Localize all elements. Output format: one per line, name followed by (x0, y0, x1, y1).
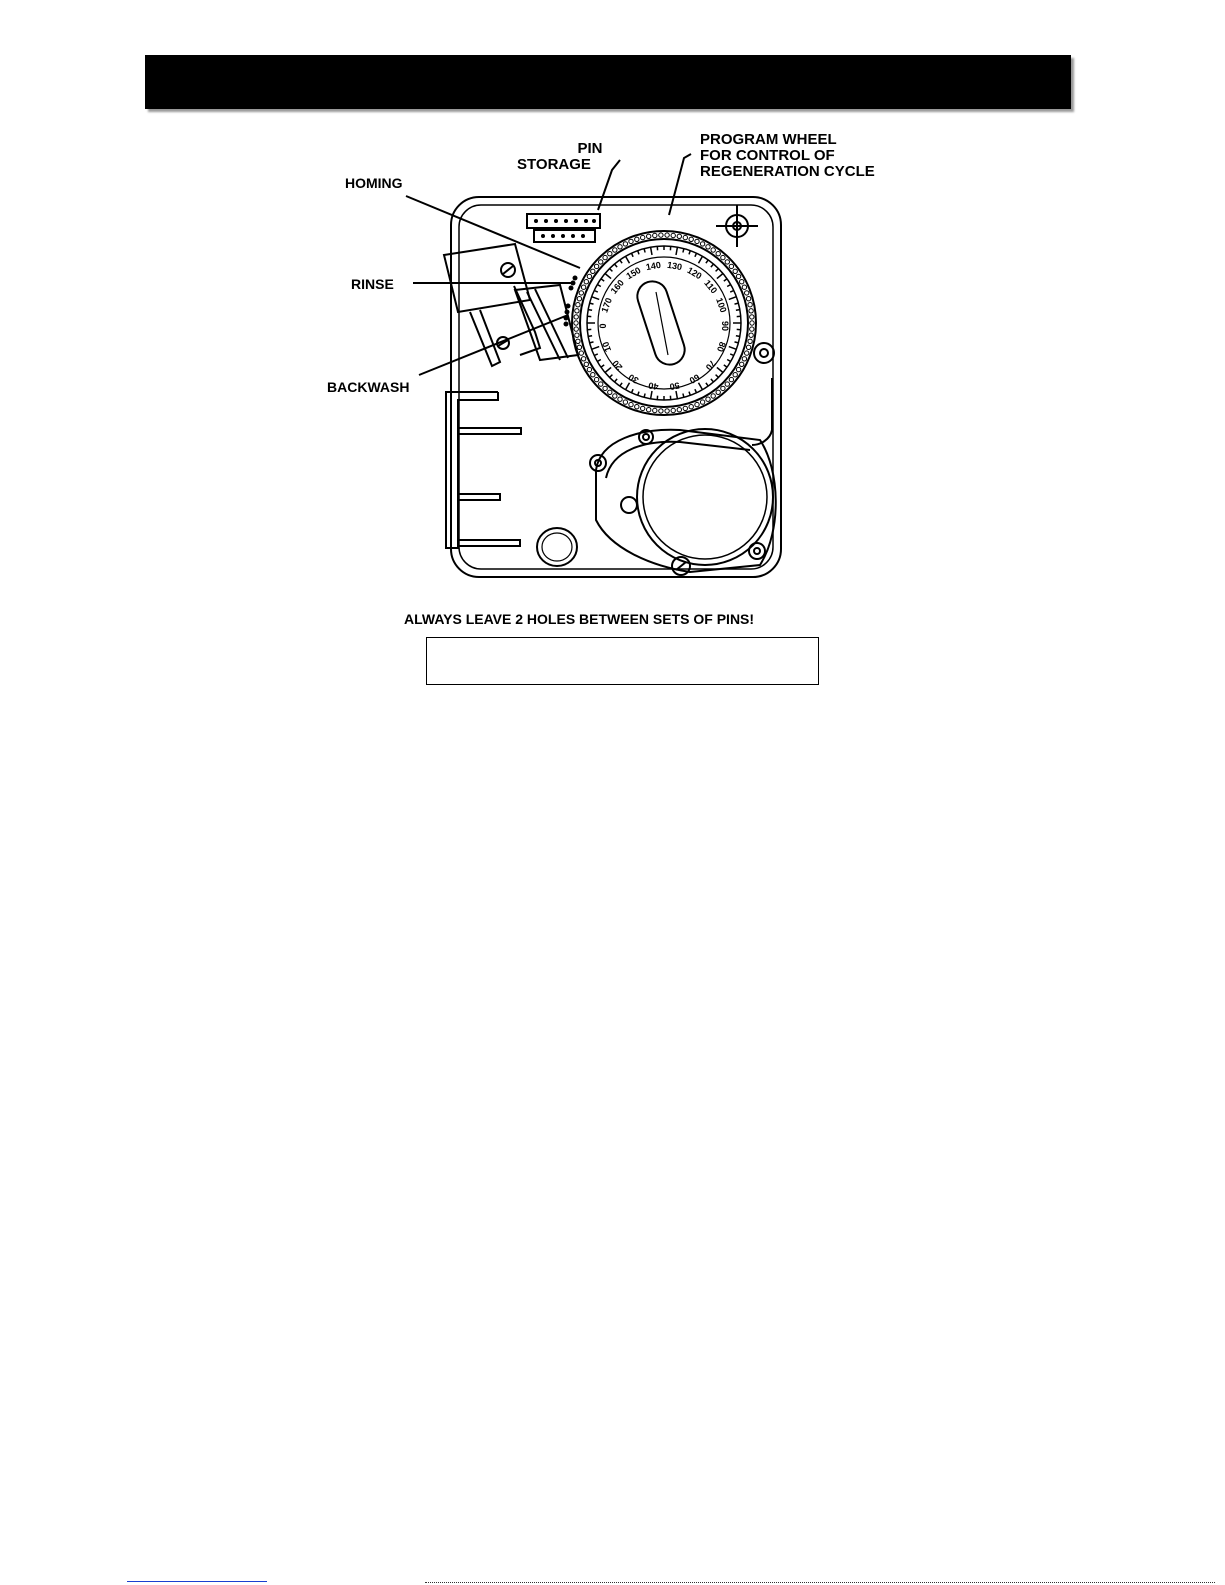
wheel-tick (620, 383, 622, 386)
wheel-hole (577, 297, 581, 301)
wheel-tick (651, 391, 652, 399)
wheel-tick (717, 367, 723, 372)
wheel-hole (733, 373, 737, 377)
wheel-hole (706, 397, 710, 401)
wheel-hole (594, 264, 598, 268)
wheel-tick (644, 249, 645, 253)
wheel-tick (730, 354, 734, 356)
wheel-hole (587, 367, 591, 371)
wheel-hole (574, 315, 578, 319)
wheel-hole (618, 397, 622, 401)
wheel-hole (716, 390, 720, 394)
wheel-tick (615, 264, 618, 267)
wheel-tick (601, 365, 604, 367)
wheel-hole (746, 345, 750, 349)
wheel-hole (749, 333, 753, 337)
wheel-tick (610, 375, 613, 378)
wheel-tick (727, 285, 731, 287)
wheel-hole (716, 252, 720, 256)
wheel-tick (588, 310, 592, 311)
dial-number: 10 (600, 340, 614, 354)
wheel-tick (590, 303, 594, 304)
wheel-hole (750, 327, 754, 331)
wheel-hole (740, 280, 744, 284)
wheel-tick (632, 389, 634, 393)
wheel-hole (653, 233, 657, 237)
wheel-hole (695, 402, 699, 406)
wheel-hole (608, 390, 612, 394)
wheel-tick (592, 297, 600, 300)
wheel-hole (618, 245, 622, 249)
wheel-hole (721, 255, 725, 259)
wheel-tick (706, 260, 708, 263)
wheel-hole (736, 367, 740, 371)
wheel-hole (695, 239, 699, 243)
wheel-hole (748, 339, 752, 343)
wheel-tick (610, 269, 613, 272)
wheel-tick (699, 256, 703, 263)
wheel-hole (599, 260, 603, 264)
wheel-hole (613, 394, 617, 398)
wheel-hole (647, 234, 651, 238)
wheel-hole (574, 327, 578, 331)
wheel-tick (597, 360, 601, 362)
wheel-hole (591, 269, 595, 273)
wheel-hole (575, 309, 579, 313)
dial-number: 170 (599, 296, 614, 314)
wheel-hole (711, 248, 715, 252)
wheel-hole (629, 239, 633, 243)
wheel-tick (683, 249, 684, 253)
wheel-tick (736, 336, 740, 337)
wheel-tick (729, 347, 737, 350)
mounting-bracket (446, 392, 521, 548)
label-pin-storage-line2: STORAGE (517, 156, 591, 173)
wheel-tick (736, 310, 740, 311)
wheel-hole (689, 405, 693, 409)
dial-number: 50 (668, 380, 681, 392)
wheel-tick (676, 391, 677, 399)
wheel-hole (745, 291, 749, 295)
dial-number: 40 (647, 380, 660, 392)
wheel-tick (644, 394, 645, 398)
wheel-hole (579, 291, 583, 295)
wheel-tick (724, 279, 727, 281)
wheel-tick (594, 291, 598, 293)
wheel-hole (653, 408, 657, 412)
wheel-hole (647, 408, 651, 412)
wheel-hole (591, 373, 595, 377)
dial-number: 70 (703, 358, 718, 373)
dial-number: 60 (687, 371, 702, 386)
wheel-hole (623, 400, 627, 404)
wheel-hole (700, 400, 704, 404)
wheel-hole (659, 409, 663, 413)
label-homing: HOMING (345, 175, 403, 191)
wheel-hole (584, 280, 588, 284)
wheel-tick (615, 379, 618, 382)
wheel-hole (594, 377, 598, 381)
wheel-tick (651, 247, 652, 255)
drive-motor (590, 343, 776, 575)
wheel-hole (706, 245, 710, 249)
wheel-tick (727, 360, 731, 362)
wheel-tick (638, 251, 639, 255)
wheel-hole (725, 382, 729, 386)
pin-spacing-note: ALWAYS LEAVE 2 HOLES BETWEEN SETS OF PINS! (404, 611, 755, 627)
wheel-hole (623, 242, 627, 246)
wheel-hole (711, 394, 715, 398)
dial-number: 150 (624, 265, 643, 282)
wheel-tick (590, 342, 594, 343)
wheel-hole (635, 405, 639, 409)
wheel-tick (711, 264, 714, 267)
wheel-hole (729, 264, 733, 268)
wheel-hole (575, 333, 579, 337)
wheel-hole (665, 409, 669, 413)
wheel-hole (584, 362, 588, 366)
wheel-tick (689, 392, 690, 396)
wheel-hole (729, 377, 733, 381)
dial-number: 120 (685, 265, 704, 282)
wheel-hole (671, 233, 675, 237)
wheel-tick (730, 291, 734, 293)
dial-number: 20 (610, 358, 625, 373)
dial-number: 30 (626, 371, 641, 386)
dial-number: 140 (645, 259, 662, 273)
wheel-tick (638, 392, 639, 396)
wheel-hole (629, 402, 633, 406)
mount-crosshair (716, 205, 758, 247)
wheel-tick (594, 354, 598, 356)
wheel-tick (601, 279, 604, 281)
micro-switch-assembly (444, 244, 578, 366)
wheel-hole (689, 237, 693, 241)
wheel-hole (599, 382, 603, 386)
wheel-tick (597, 285, 601, 287)
wheel-hole (635, 237, 639, 241)
caption-box (426, 637, 819, 685)
wheel-tick (699, 383, 703, 390)
dial-number: 80 (714, 340, 728, 354)
wheel-hole (748, 303, 752, 307)
wheel-tick (592, 347, 600, 350)
wheel-hole (577, 345, 581, 349)
wheel-tick (735, 303, 739, 304)
wheel-hole (579, 351, 583, 355)
wheel-tick (717, 274, 723, 279)
wheel-hole (581, 357, 585, 361)
wheel-hole (659, 233, 663, 237)
wheel-tick (689, 251, 690, 255)
wheel-hole (683, 406, 687, 410)
wheel-hole (733, 269, 737, 273)
wheel-hole (581, 285, 585, 289)
wheel-hole (665, 233, 669, 237)
wheel-hole (749, 309, 753, 313)
wheel-tick (676, 247, 677, 255)
wheel-hole (683, 235, 687, 239)
footer-rule (425, 1582, 1215, 1583)
wheel-hole (574, 321, 578, 325)
wheel-tick (716, 269, 719, 272)
footer-link-underline (127, 1581, 267, 1582)
wheel-hole (677, 408, 681, 412)
dial-number: 90 (720, 320, 730, 332)
label-pin-storage: PIN (577, 140, 603, 157)
wheel-hole (745, 351, 749, 355)
wheel-hole (740, 362, 744, 366)
wheel-hole (641, 235, 645, 239)
wheel-tick (695, 389, 697, 393)
wheel-hole (576, 339, 580, 343)
wheel-hole (746, 297, 750, 301)
label-program-wheel: PROGRAM WHEEL FOR CONTROL OF REGENERATION CYCLE (700, 131, 875, 180)
label-rinse: RINSE (351, 276, 394, 292)
wheel-tick (620, 260, 622, 263)
timer-diagram (0, 0, 1225, 700)
dial-number: 110 (702, 277, 720, 296)
wheel-hole (613, 248, 617, 252)
wheel-tick (683, 394, 684, 398)
wheel-hole (603, 386, 607, 390)
wheel-hole (725, 260, 729, 264)
wheel-hole (576, 303, 580, 307)
dial-numbers (598, 260, 730, 392)
dial-number: 160 (608, 277, 626, 296)
dial-number: 100 (714, 296, 729, 314)
wheel-tick (735, 342, 739, 343)
wheel-hole (742, 285, 746, 289)
wheel-hole (603, 255, 607, 259)
wheel-hole (677, 234, 681, 238)
wheel-hole (750, 321, 754, 325)
wheel-tick (588, 336, 592, 337)
wheel-tick (716, 375, 719, 378)
wheel-hole (608, 252, 612, 256)
wheel-hole (750, 315, 754, 319)
wheel-hole (736, 274, 740, 278)
wheel-hole (641, 406, 645, 410)
wheel-tick (706, 383, 708, 386)
wheel-tick (605, 274, 611, 279)
wheel-hole (742, 357, 746, 361)
dial-number: 0 (598, 323, 608, 329)
housing-opening (537, 528, 577, 566)
wheel-tick (724, 365, 727, 367)
wheel-hole (700, 242, 704, 246)
wheel-hole (671, 408, 675, 412)
wheel-tick (605, 367, 611, 372)
wheel-tick (729, 297, 737, 300)
wheel-tick (626, 383, 630, 390)
wheel-tick (695, 253, 697, 257)
wheel-tick (626, 256, 630, 263)
wheel-tick (632, 253, 634, 257)
wheel-hole (721, 386, 725, 390)
wheel-hole (587, 274, 591, 278)
dial-number: 130 (666, 259, 683, 273)
label-backwash: BACKWASH (327, 379, 410, 395)
wheel-tick (711, 379, 714, 382)
